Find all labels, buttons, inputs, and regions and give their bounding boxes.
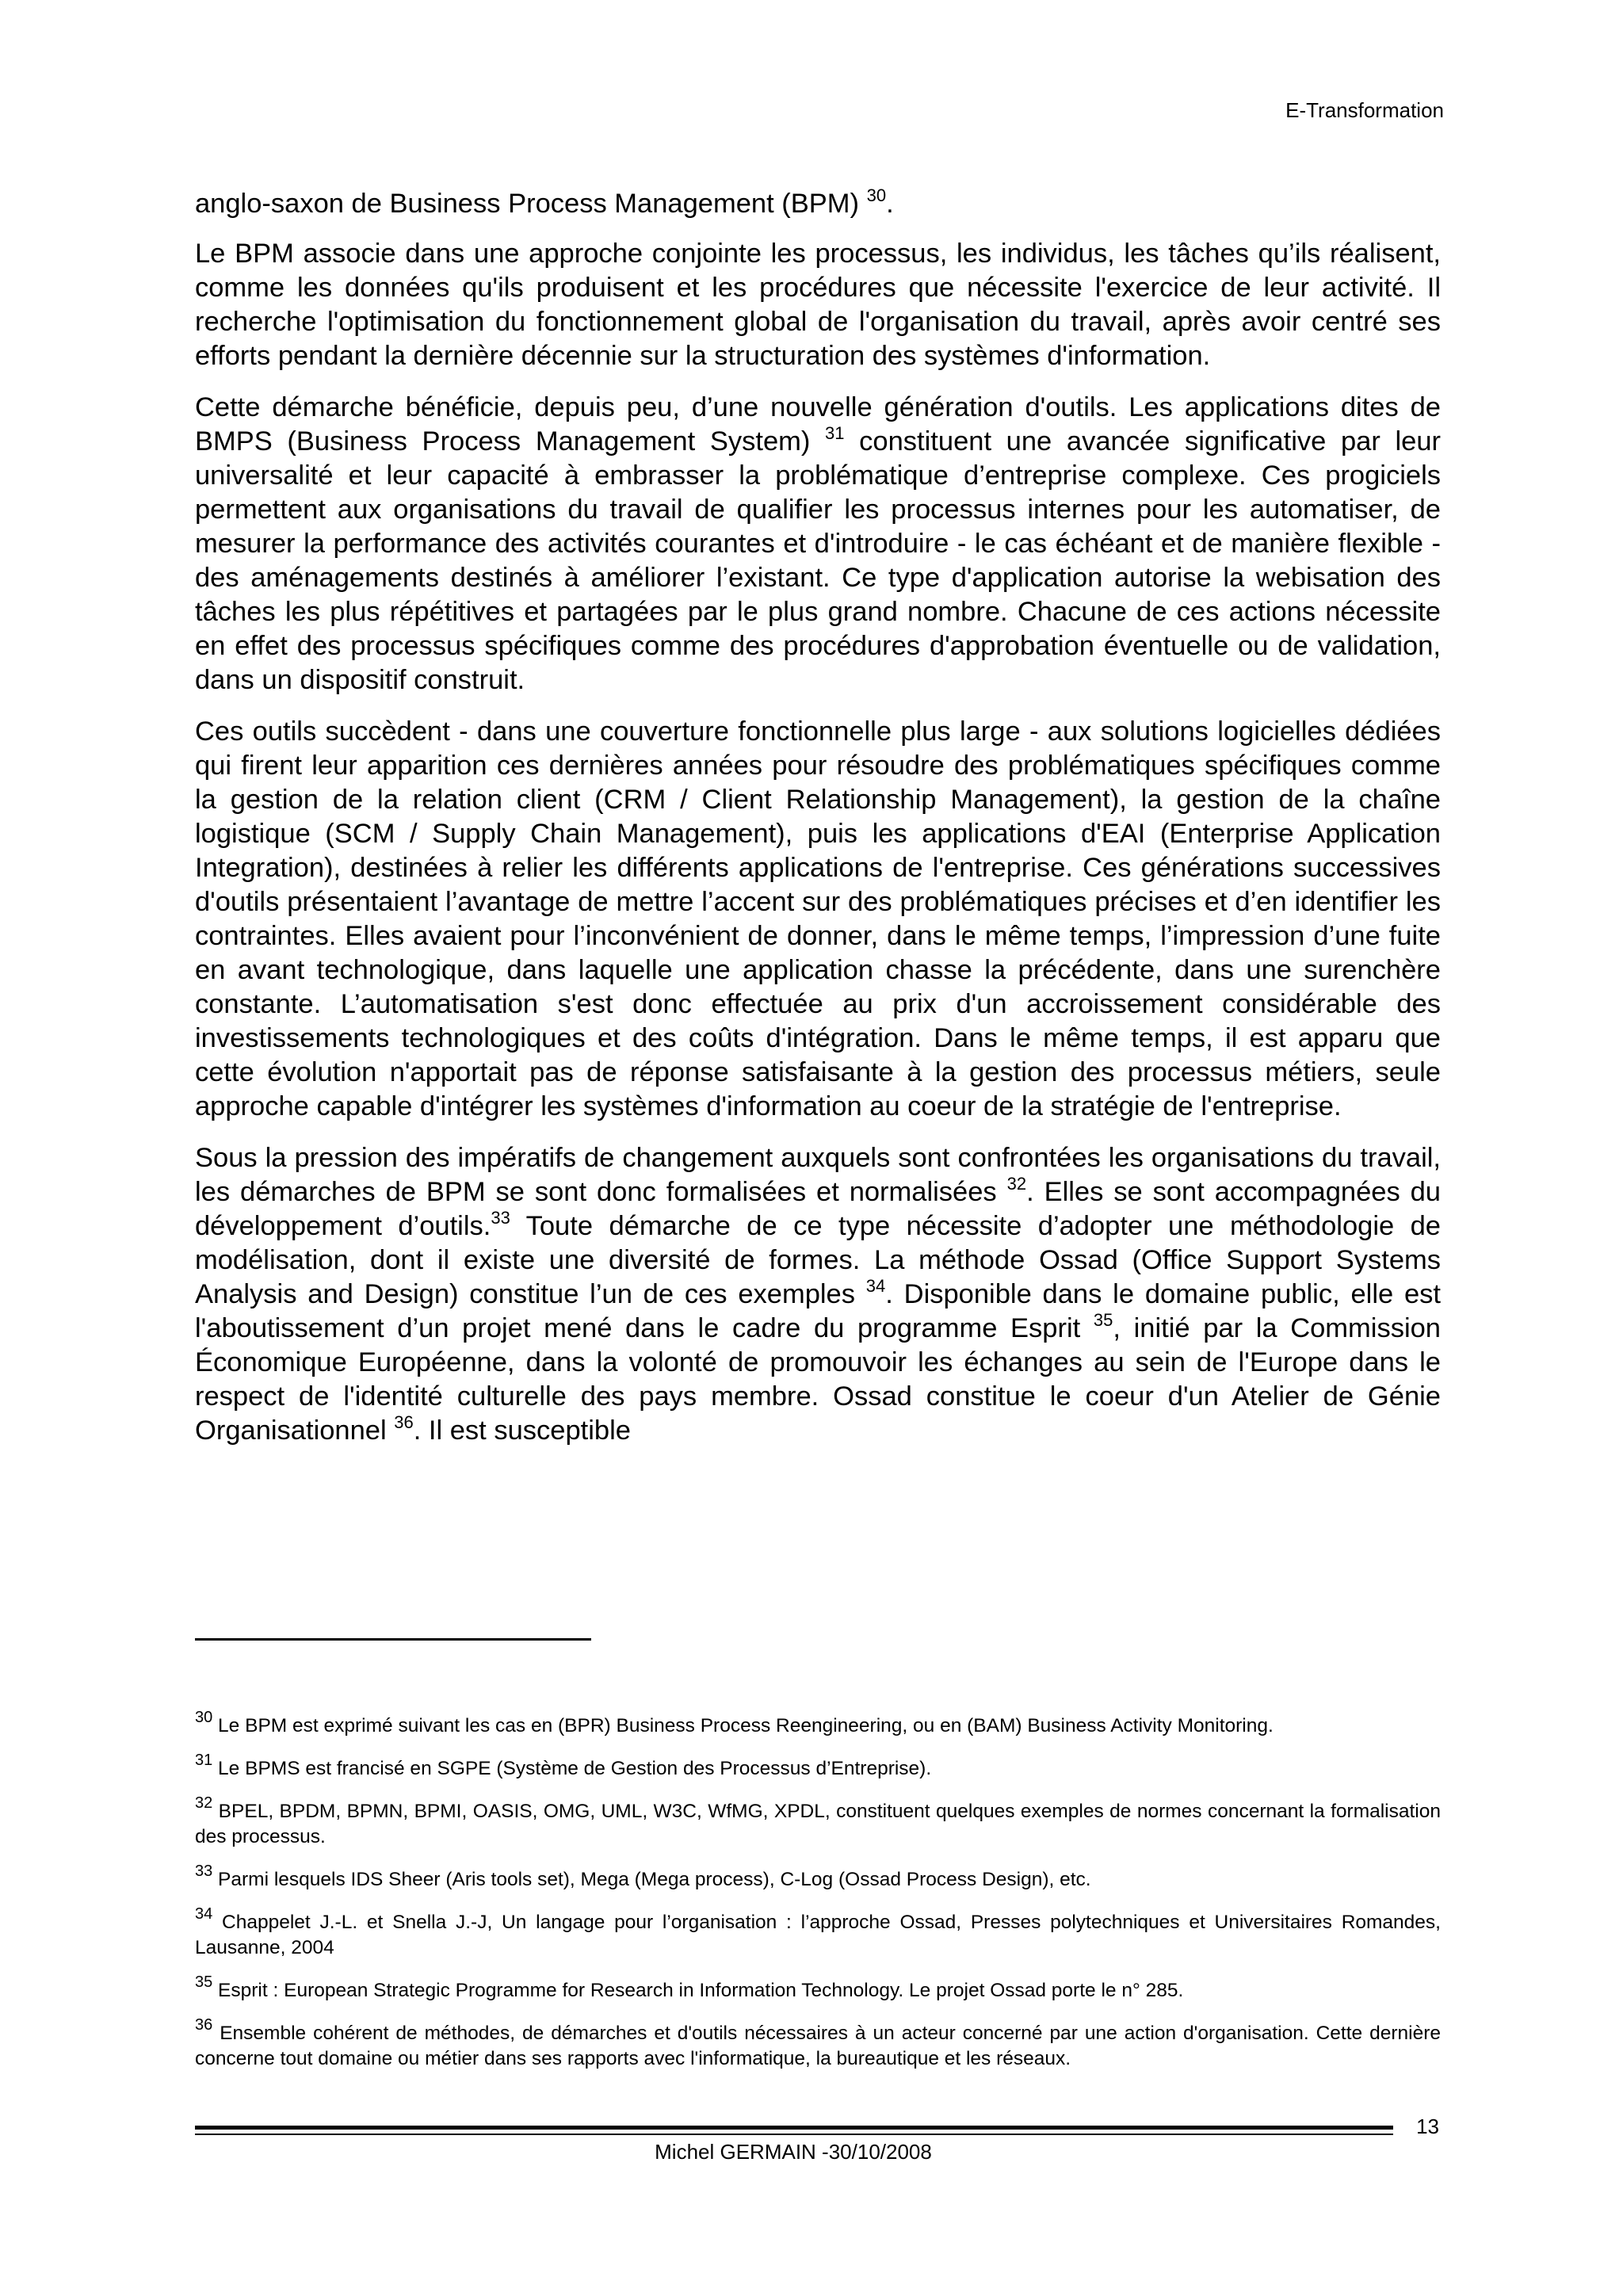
body-text [195, 187, 1441, 1465]
footer-rule-thin [195, 2134, 1393, 2135]
footnote-number: 34 [195, 1905, 213, 1923]
footnote [195, 1709, 1441, 1739]
footer-rule-thick [195, 2126, 1393, 2130]
footnote-text: Parmi lesquels IDS Sheer (Aris tools set), Mega (Mega process), C-Log (Ossad Process Design), etc. [212, 1869, 1091, 1890]
footnote-separator [195, 1638, 591, 1641]
paragraph: Le BPM associe dans une approche conjointe les processus, les individus, les tâches qu’ils réalisent, comme les données qu'ils produisent et les procédures que nécessite l'exercice de leur activité. Il recherche l'optimisation du fonctionnement global de l'organisation du travail, après avoir centré ses efforts pendant la dernière décennie sur la structuration des systèmes d'information. [195, 239, 1441, 371]
footnote [195, 1973, 1441, 2004]
footnote-number: 30 [195, 1709, 213, 1726]
footnote [195, 1905, 1441, 1961]
footnote-ref[interactable]: 36 [394, 1412, 414, 1432]
page-number: 13 [1416, 2115, 1439, 2138]
footnotes [195, 1709, 1441, 2089]
footnote-number: 32 [195, 1794, 213, 1812]
footer-author: Michel GERMAIN -30/10/2008 [655, 2140, 932, 2164]
footnote-text: Ensemble cohérent de méthodes, de démarches et d'outils nécessaires à un acteur concerné par une action d'organisation. Cette dernière concerne tout domaine ou métier dans ses rapports avec l'informatique, la bureautique et les réseaux. [195, 2023, 1441, 2069]
footnote-number: 33 [195, 1862, 213, 1880]
footnote-ref[interactable]: 31 [825, 423, 845, 443]
footnote-number: 36 [195, 2016, 213, 2034]
footnote-ref[interactable]: 30 [866, 185, 887, 205]
footnote [195, 1752, 1441, 1782]
footnote-text: Le BPMS est francisé en SGPE (Système de Gestion des Processus d’Entreprise). [212, 1758, 932, 1779]
running-header: E-Transformation [1285, 98, 1444, 122]
footnote-ref[interactable]: 33 [491, 1208, 510, 1228]
footnote-ref[interactable]: 35 [1093, 1310, 1113, 1330]
paragraph: Cette démarche bénéficie, depuis peu, d’une nouvelle génération d'outils. Les applications dites de BMPS (Business Process Management System) $^{31}$ constituent une avancée significative par leur universalité et leur capacité à embrasser la problématique d’entreprise complexe. Ces progiciels permettent aux organisations du travail de qualifier les processus internes pour les automatiser, de mesurer la performance des activités courantes et d'introduire - le cas échéant et de manière flexible - des aménagements destinés à améliorer l’existant. Ce type d'application autorise la webisation des tâches les plus répétitives et partagées par le plus grand nombre. Chacune de ces actions nécessite en effet des processus spécifiques comme des procédures d'approbation éventuelle ou de validation, dans un dispositif construit. [195, 392, 1442, 695]
footnote-text: Chappelet J.-L. et Snella J.-J, Un langage pour l’organisation : l’approche Ossad, Presses polytechniques et Universitaires Romandes, Lausanne, 2004 [195, 1912, 1441, 1958]
footnote [195, 1794, 1441, 1850]
footnote-ref[interactable]: 32 [1006, 1174, 1027, 1194]
footnote-text: Le BPM est exprimé suivant les cas en (BPR) Business Process Reengineering, ou en (BAM) Business Activity Monitoring. [212, 1715, 1274, 1736]
footnote-ref[interactable]: 34 [865, 1276, 886, 1296]
footnote-number: 31 [195, 1752, 213, 1769]
footnote-number: 35 [195, 1973, 213, 1991]
footnote-text: BPEL, BPDM, BPMN, BPMI, OASIS, OMG, UML, W3C, WfMG, XPDL, constituent quelques exemples de normes concernant la formalisation des processus. [195, 1801, 1441, 1847]
paragraph: anglo-saxon de Business Process Management (BPM) $^{30}$. [195, 185, 894, 219]
footnote [195, 2016, 1441, 2072]
footnote [195, 1862, 1441, 1893]
paragraph: Ces outils succèdent - dans une couverture fonctionnelle plus large - aux solutions logicielles dédiées qui firent leur apparition ces dernières années pour résoudre des problématiques spécifiques comme la gestion de la relation client (CRM / Client Relationship Management), la gestion de la chaîne logistique (SCM / Supply Chain Management), puis les applications d'EAI (Enterprise Application Integration), destinées à relier les différents applications de l'entreprise. Ces générations successives d'outils présentaient l’avantage de mettre l’accent sur des problématiques précises et d’en identifier les contraintes. Elles avaient pour l’inconvénient de donner, dans le même temps, l’impression d’une fuite en avant technologique, dans laquelle une application chasse la précédente, dans une surenchère constante. L’automatisation s'est donc effectuée au prix d'un accroissement considérable des investissements technologiques et des coûts d'intégration. Dans le même temps, il est apparu que cette évolution n'apportait pas de réponse satisfaisante à la gestion des processus métiers, seule approche capable d'intégrer les systèmes d'information au coeur de la stratégie de l'entreprise. [195, 716, 1441, 1121]
paragraph: Sous la pression des impératifs de changement auxquels sont confrontées les organisations du travail, les démarches de BPM se sont donc formalisées et normalisées $^{32}$. Elles se sont accompagnées du développement d’outils.$^{33}$ Toute démarche de ce type nécessite d’adopter une méthodologie de modélisation, dont il existe une diversité de formes. La méthode Ossad (Office Support Systems Analysis and Design) constitue l’un de ces exemples $^{34}$. Disponible dans le domaine public, elle est l'aboutissement d’un projet mené dans le cadre du programme Esprit $^{35}$, initié par la Commission Économique Européenne, dans la volonté de promouvoir les échanges au sein de l'Europe dans le respect de l'identité culturelle des pays membre. Ossad constitue le coeur d'un Atelier de Génie Organisationnel $^{36}$. Il est susceptible [195, 1143, 1442, 1446]
footnote-text: Esprit : European Strategic Programme for Research in Information Technology. Le projet Ossad porte le n° 285. [212, 1980, 1184, 2001]
